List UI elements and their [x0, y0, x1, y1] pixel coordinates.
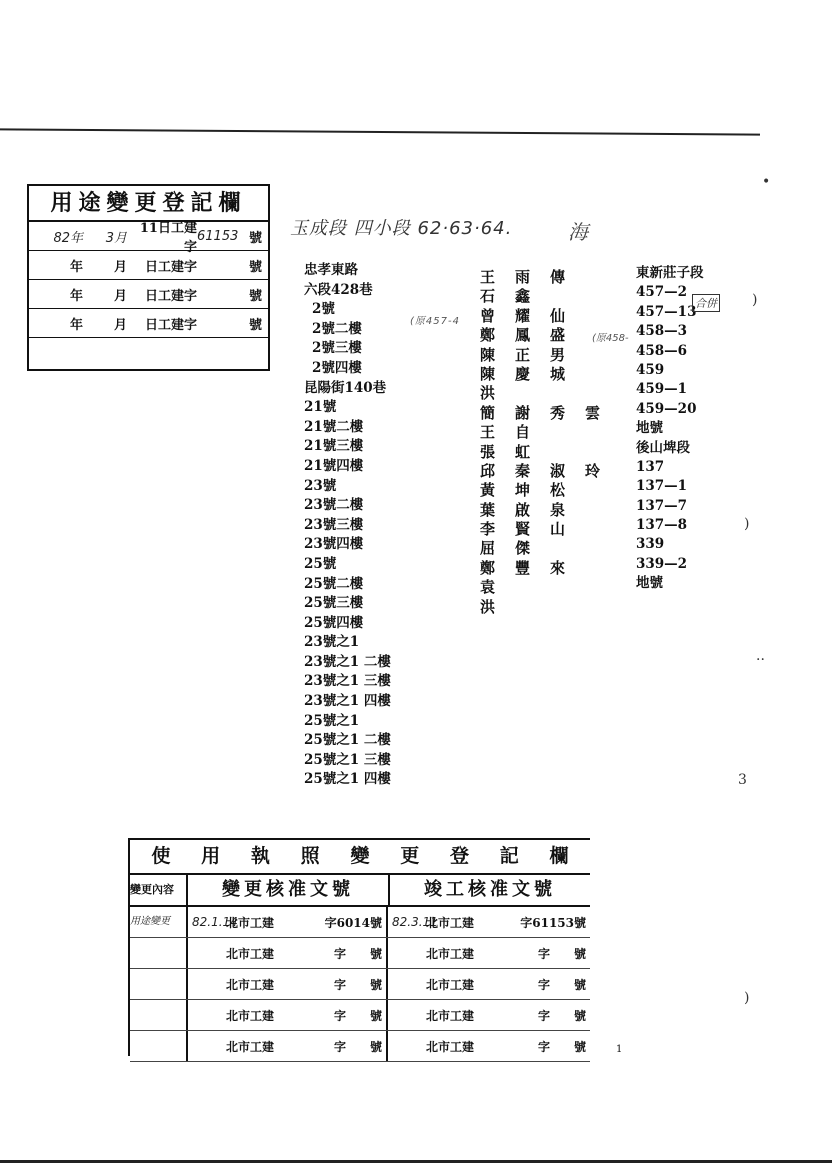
- owner-name: 曾耀仙: [480, 306, 586, 325]
- license-row: [130, 907, 590, 938]
- land-parcel: 137—7: [636, 497, 688, 514]
- license-title-char: 登: [449, 845, 469, 867]
- completion-prefix: 北市工建: [426, 1008, 475, 1023]
- completion-approval-cell: [388, 907, 590, 937]
- land-parcel: 地號: [636, 420, 663, 437]
- license-title-char: 用: [201, 845, 221, 867]
- usage-change-box: [27, 184, 270, 371]
- change-prefix: 北市工建: [226, 1039, 275, 1054]
- license-change-table: [128, 838, 590, 1056]
- change-prefix: 北市工建: [226, 946, 275, 961]
- license-row: [130, 1031, 590, 1062]
- change-approval-cell: [188, 1000, 388, 1030]
- scan-speck: ··: [756, 652, 765, 668]
- license-title-char: 更: [400, 845, 420, 867]
- handwritten-header: 玉成段 四小段 62·63·64.: [290, 218, 513, 239]
- row-suffix: 號: [248, 288, 262, 304]
- address-line: 21號三樓: [304, 438, 364, 455]
- row-year: 年: [69, 317, 83, 333]
- owner-name: 洪: [480, 384, 516, 403]
- address-line: 25號三樓: [304, 595, 364, 612]
- address-line: 25號之1: [304, 712, 360, 729]
- row-content: [130, 1031, 188, 1061]
- land-parcel: 地號: [636, 575, 663, 592]
- land-parcel: 457—2: [636, 284, 688, 301]
- completion-approval-cell: [388, 1000, 590, 1030]
- change-date: 82.1.14: [192, 915, 238, 929]
- owner-name: 屈傑: [480, 539, 551, 558]
- row-content: 用途變更: [130, 907, 188, 937]
- row-day: 日: [144, 317, 158, 333]
- license-title-char: 變: [350, 845, 370, 867]
- header-content: 變更內容: [130, 875, 188, 905]
- address-line: 25號二樓: [304, 575, 364, 592]
- owner-name: 石鑫: [480, 287, 551, 306]
- owner-name: 李賢山: [480, 520, 586, 539]
- address-line: 23號三樓: [304, 516, 364, 533]
- change-approval-cell: [188, 969, 388, 999]
- owner-name-list: [480, 268, 620, 617]
- row-content: [130, 1000, 188, 1030]
- row-prefix: 工建字: [157, 288, 197, 304]
- land-parcel-list: [636, 264, 704, 594]
- land-parcel: 339: [636, 536, 665, 553]
- address-line: 23號之1 三樓: [304, 673, 391, 690]
- change-number: 字 號: [333, 1008, 382, 1023]
- address-line: 25號: [304, 555, 337, 572]
- header-completion-approval: 竣工核准文號: [424, 879, 556, 900]
- address-line: 25號之1 二樓: [304, 732, 391, 749]
- change-approval-cell: [188, 938, 388, 968]
- row-day: 日: [144, 259, 158, 275]
- address-line: 23號二樓: [304, 497, 364, 514]
- owner-name: 陳正男: [480, 345, 586, 364]
- page-edge-top: [0, 128, 760, 135]
- address-line: 六段428巷: [304, 281, 373, 298]
- row-month: 月: [113, 317, 127, 333]
- completion-number: 字 號: [537, 946, 586, 961]
- row-day: 11日: [139, 221, 171, 236]
- owner-name: 袁: [480, 578, 516, 597]
- owner-name: 陳慶城: [480, 364, 586, 383]
- land-parcel: 東新莊子段: [636, 265, 704, 281]
- row-year: 82年: [53, 230, 83, 246]
- row-suffix: 號: [248, 259, 262, 275]
- land-parcel: 459—1: [636, 381, 688, 398]
- address-line: 25號四樓: [304, 614, 364, 631]
- completion-prefix: 北市工建: [426, 977, 475, 992]
- land-parcel: 459—20: [636, 400, 697, 417]
- completion-approval-cell: [388, 1031, 590, 1061]
- header-change-approval: 變更核准文號: [188, 875, 390, 905]
- license-title-char: 照: [300, 845, 320, 867]
- land-parcel: 339—2: [636, 555, 688, 572]
- usage-row: [29, 309, 268, 338]
- row-prefix: 工建字: [157, 317, 197, 333]
- license-row: [130, 969, 590, 1000]
- change-prefix: 北市工建: [226, 915, 275, 930]
- land-parcel: 457—13: [636, 303, 697, 320]
- address-line: 21號: [304, 399, 337, 416]
- usage-change-title: 用途變更登記欄: [29, 186, 268, 222]
- completion-number: 字61153號: [520, 915, 586, 930]
- owner-name: 王自: [480, 423, 551, 442]
- change-prefix: 北市工建: [226, 1008, 275, 1023]
- land-parcel: 458—3: [636, 323, 688, 340]
- completion-prefix: 北市工建: [426, 1039, 475, 1054]
- row-month: 月: [113, 259, 127, 275]
- owner-name: 葉啟泉: [480, 500, 586, 519]
- land-merge-note: 合併: [692, 294, 720, 312]
- owner-name: 邱秦淑玲: [480, 461, 621, 480]
- row-year: 年: [69, 259, 83, 275]
- change-number: 字6014號: [324, 915, 382, 930]
- address-line: 昆陽街140巷: [304, 379, 387, 396]
- address-line: 25號之1 三樓: [304, 751, 391, 768]
- change-number: 字 號: [333, 977, 382, 992]
- license-title-char: 記: [499, 845, 519, 867]
- scan-speck: ): [744, 516, 750, 532]
- address-line: 23號: [304, 477, 337, 494]
- change-number: 字 號: [333, 946, 382, 961]
- completion-prefix: 北市工建: [426, 915, 475, 930]
- address-line: 21號二樓: [304, 418, 364, 435]
- license-row: [130, 1000, 590, 1031]
- original-parcel-note: (原457-4: [410, 316, 460, 327]
- row-year: 年: [69, 288, 83, 304]
- address-line: 2號: [312, 301, 335, 318]
- scan-speck: ): [744, 990, 750, 1006]
- owner-name: 鄭鳳盛: [480, 326, 586, 345]
- address-line: 21號四樓: [304, 457, 364, 474]
- row-suffix: 號: [248, 317, 262, 333]
- row-prefix: 工建字: [170, 221, 197, 255]
- land-parcel: 459: [636, 361, 665, 378]
- completion-prefix: 北市工建: [426, 946, 475, 961]
- owner-name: 洪: [480, 597, 516, 616]
- address-line: 23號之1: [304, 634, 360, 651]
- completion-approval-cell: [388, 969, 590, 999]
- completion-number: 字 號: [537, 1008, 586, 1023]
- address-line: 23號之1 二樓: [304, 653, 391, 670]
- owner-name: 黃坤松: [480, 481, 586, 500]
- completion-date: 82.3.11: [392, 915, 438, 929]
- license-title-char: 執: [250, 845, 270, 867]
- land-parcel: 137—8: [636, 517, 688, 534]
- completion-number: 字 號: [537, 1039, 586, 1054]
- address-line: 23號之1 四樓: [304, 693, 391, 710]
- row-number: 61153: [197, 228, 239, 244]
- change-approval-cell: [188, 1031, 388, 1061]
- page-edge-bottom: [0, 1160, 832, 1163]
- owner-name: 王雨傳: [480, 268, 586, 286]
- change-approval-cell: [188, 907, 388, 937]
- owner-name: 簡謝秀雲: [480, 403, 621, 422]
- row-month: 月: [113, 288, 127, 304]
- usage-row: [29, 251, 268, 280]
- land-parcel: 後山埤段: [636, 439, 690, 456]
- row-suffix: 號: [248, 230, 262, 246]
- license-table-header: [130, 875, 590, 907]
- address-line: 25號之1 四樓: [304, 771, 391, 788]
- handwritten-mark: 海: [568, 220, 588, 244]
- license-title-char: 欄: [549, 845, 569, 867]
- owner-name: 張虹: [480, 442, 551, 461]
- row-month: 3月: [105, 230, 127, 246]
- scan-speck: 3: [738, 772, 747, 788]
- owner-name: 鄭豐來: [480, 558, 586, 577]
- scan-speck: •: [762, 174, 771, 190]
- land-parcel: 137: [636, 458, 665, 475]
- address-list: [304, 261, 391, 790]
- license-change-title: [130, 840, 590, 875]
- land-parcel: 137—1: [636, 478, 688, 495]
- license-row: [130, 938, 590, 969]
- row-content: [130, 938, 188, 968]
- land-parcel: 458—6: [636, 342, 688, 359]
- page-mark: 1: [616, 1044, 623, 1055]
- usage-row: [29, 221, 268, 255]
- license-title-char: 使: [151, 845, 171, 867]
- row-day: 日: [144, 288, 158, 304]
- change-prefix: 北市工建: [226, 977, 275, 992]
- completion-number: 字 號: [537, 977, 586, 992]
- change-number: 字 號: [333, 1039, 382, 1054]
- usage-row: [29, 280, 268, 309]
- address-line: 23號四樓: [304, 536, 364, 553]
- original-parcel-note-2: (原458-: [592, 333, 629, 344]
- completion-approval-cell: [388, 938, 590, 968]
- address-line: 2號四樓: [312, 359, 362, 376]
- address-line: 忠孝東路: [304, 262, 358, 278]
- row-content: [130, 969, 188, 999]
- address-line: 2號三樓: [312, 340, 362, 357]
- scan-speck: ): [752, 292, 758, 308]
- address-line: 2號二樓: [312, 320, 362, 337]
- row-prefix: 工建字: [157, 259, 197, 275]
